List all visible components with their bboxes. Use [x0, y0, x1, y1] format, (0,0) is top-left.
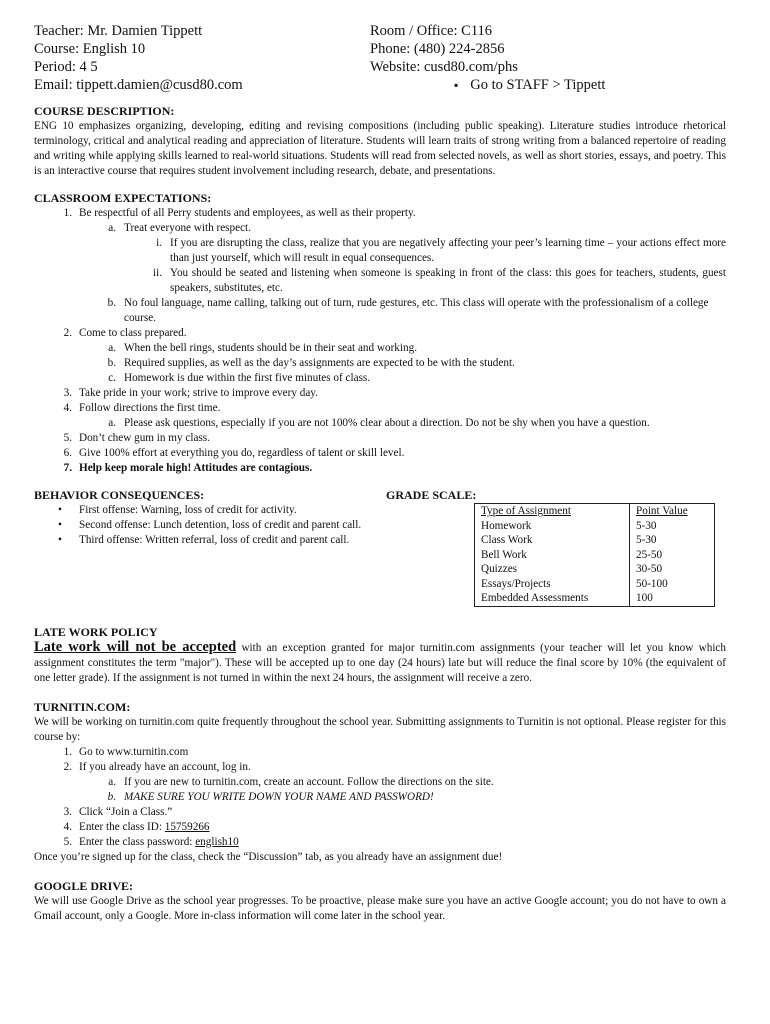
list-item: ii. You should be seated and listening when someone is speaking in front of the class: this goes for teachers, students, guest speakers, substitutes, etc. [152, 267, 726, 294]
list-item: 7. Help keep morale high! Attitudes are contagious. [63, 462, 313, 474]
website-directions: ▪ Go to STAFF > Tippett [370, 76, 726, 94]
class-id: 15759266 [164, 820, 210, 833]
phone: Phone: (480) 224-2856 [370, 41, 505, 57]
list-item: a. Please ask questions, especially if you are not 100% clear about a direction. Do not be shy when you have a question. [108, 417, 650, 429]
list-item: 5. Don’t chew gum in my class. [63, 432, 210, 444]
list-item: c. Homework is due within the first five minutes of class. [108, 372, 371, 384]
list-item: b. MAKE SURE YOU WRITE DOWN YOUR NAME AND PASSWORD! [107, 790, 434, 803]
grade-scale-title: GRADE SCALE: [386, 488, 477, 502]
grade-scale-section [376, 488, 726, 607]
list-item: 4. Follow directions the first time. [63, 402, 221, 414]
table-cell: 5-30 [630, 519, 715, 534]
table-row [475, 591, 715, 606]
table-row [475, 533, 715, 548]
header [34, 22, 726, 94]
late-work-text: Late work will not be accepted with an exception granted for major turnitin.com assignments (your teacher will let you know which assignment constitutes the term "major"). These will be accepted up to one day (24 hours) late but will reduce the final score by 10% (the equivalent of one letter grade). If the assignment is not turned in within the next 24 hours, the assignment will receive a zero. [34, 638, 726, 684]
table-cell: Essays/Projects [475, 577, 630, 592]
table-cell: 5-30 [630, 533, 715, 548]
grade-scale-table [474, 503, 715, 607]
expectations-list [34, 206, 726, 476]
table-cell: Homework [475, 519, 630, 534]
google-drive-text: We will use Google Drive as the school year progresses. To be proactive, please make sure you have an active Google account; you do not have to own a Gmail account, only a Google. More in-class information will come later in the school year. [34, 894, 726, 922]
late-work-title: LATE WORK POLICY [34, 624, 158, 639]
email: Email: tippett.damien@cusd80.com [34, 77, 243, 93]
behavior-section [34, 488, 376, 607]
google-drive-title: GOOGLE DRIVE: [34, 878, 134, 893]
course-description-title: COURSE DESCRIPTION: [34, 104, 175, 118]
list-item: • First offense: Warning, loss of credit for activity. [34, 503, 376, 518]
list-item: 1. Be respectful of all Perry students and employees, as well as their property. [63, 207, 416, 219]
list-item: a. If you are new to turnitin.com, create an account. Follow the directions on the site. [108, 775, 494, 788]
list-item: 4. Enter the class ID: 15759266 [63, 820, 210, 833]
teacher-name: Teacher: Mr. Damien Tippett [34, 23, 203, 39]
course-name: Course: English 10 [34, 41, 146, 57]
header-left [34, 22, 370, 94]
behavior-title: BEHAVIOR CONSEQUENCES: [34, 488, 205, 502]
table-cell: Bell Work [475, 548, 630, 563]
list-item: 3. Take pride in your work; strive to improve every day. [63, 387, 318, 399]
table-cell: 30-50 [630, 562, 715, 577]
table-cell: 50-100 [630, 577, 715, 592]
header-right [370, 22, 726, 94]
turnitin-closing: Once you’re signed up for the class, check the “Discussion” tab, as you already have an assignment due! [34, 850, 503, 863]
turnitin-steps [34, 745, 726, 850]
list-item: 5. Enter the class password: english10 [63, 835, 239, 848]
list-item: a. When the bell rings, students should be in their seat and working. [108, 342, 417, 354]
table-row [475, 577, 715, 592]
table-row [475, 504, 715, 519]
column-header: Type of Assignment [475, 504, 630, 519]
list-item: 1. Go to www.turnitin.com [63, 745, 189, 758]
website: Website: cusd80.com/phs [370, 59, 518, 75]
list-item: b. Required supplies, as well as the day’s assignments are expected to be with the student. [107, 357, 515, 369]
list-item: b. No foul language, name calling, talking out of turn, rude gestures, etc. This class will operate with the professionalism of a college course. [107, 297, 709, 324]
list-item: a. Treat everyone with respect. [108, 222, 251, 234]
table-row [475, 562, 715, 577]
class-password: english10 [195, 835, 239, 848]
table-cell: Quizzes [475, 562, 630, 577]
table-cell: 100 [630, 591, 715, 606]
table-row [475, 519, 715, 534]
course-description-text: ENG 10 emphasizes organizing, developing, editing and revising compositions (including public speaking). Literature studies introduce rhetorical terminology, critical and analytical reading and appreciation of literature. Students will learn traits of strong writing from a balanced repertoire of reading and writing while applying skills learned to real-world situations. Students will read from selected novels, as well as short stories, essays, and poetry. This is an interactive course that requires student involvement including research, debate, and presentations. [34, 120, 726, 177]
list-item: i. If you are disrupting the class, realize that you are negatively affecting your peer’s learning time – your actions effect more than just yourself, which will result in equal consequences. [156, 237, 726, 264]
table-row [475, 548, 715, 563]
list-item: 2. If you already have an account, log in. [63, 760, 251, 773]
list-item: • Second offense: Lunch detention, loss of credit and parent call. [34, 518, 376, 533]
list-item: • Third offense: Written referral, loss of credit and parent call. [34, 533, 376, 548]
column-header: Point Value [630, 504, 715, 519]
table-cell: 25-50 [630, 548, 715, 563]
behavior-grade-row [34, 488, 726, 607]
late-work-lead: Late work will not be accepted [34, 638, 237, 655]
table-cell: Class Work [475, 533, 630, 548]
room-office: Room / Office: C116 [370, 23, 493, 39]
turnitin-text: We will be working on turnitin.com quite frequently throughout the school year. Submitting assignments to Turnitin is not optional. Please register for this course by: [34, 715, 726, 743]
list-item: 6. Give 100% effort at everything you do, regardless of talent or skill level. [63, 447, 405, 459]
period: Period: 4 5 [34, 59, 98, 75]
expectations-title: CLASSROOM EXPECTATIONS: [34, 191, 212, 205]
list-item: 3. Click “Join a Class.” [63, 805, 173, 818]
list-item: 2. Come to class prepared. [63, 327, 187, 339]
turnitin-title: TURNITIN.COM: [34, 699, 131, 714]
table-cell: Embedded Assessments [475, 591, 630, 606]
